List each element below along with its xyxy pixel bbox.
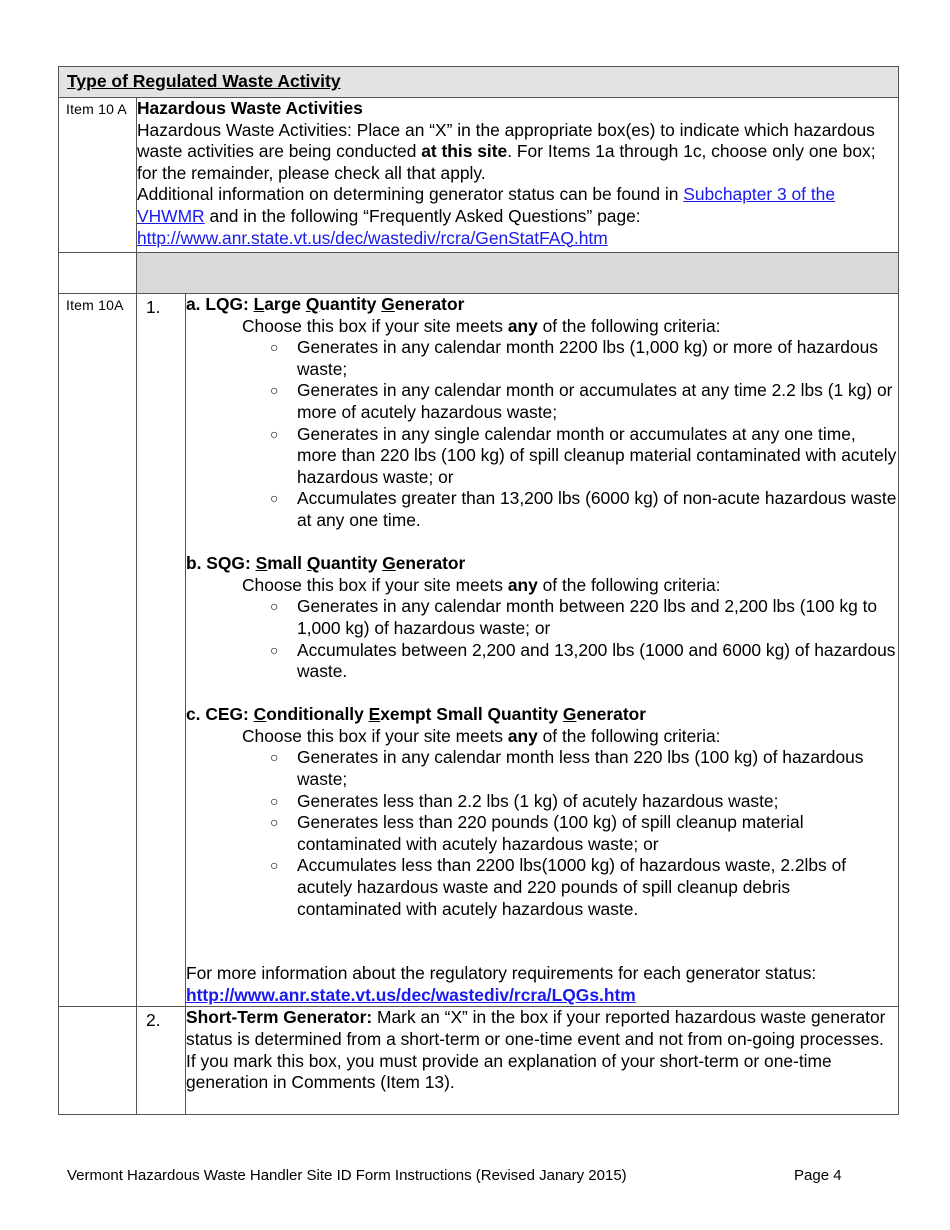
additional-info-paragraph	[137, 184, 898, 227]
bullet-circle-icon: ○	[270, 749, 279, 766]
bullet-circle-icon: ○	[270, 382, 279, 399]
short-term-generator-text: Mark an “X” in the box if your reported hazardous waste generator status is determined from a short-term or one-time event and not from on-going processes. If you mark this box, you must provide an explanation of your short-term or one-time generation in Comments (Item 13).	[186, 1007, 886, 1093]
lqgs-link[interactable]: http://www.anr.state.vt.us/dec/wastediv/rcra/LQGs.htm	[186, 984, 636, 1005]
intro-row	[59, 98, 899, 253]
bullet-circle-icon: ○	[270, 814, 279, 831]
bullet-circle-icon: ○	[270, 490, 279, 507]
separator-row	[59, 253, 899, 294]
bullet-circle-icon: ○	[270, 425, 279, 442]
sqg-title: b. SQG: Small Quantity Generator	[186, 553, 466, 574]
item-label: Item 10A	[66, 297, 124, 313]
short-term-generator-cell	[186, 1007, 899, 1115]
intro-paragraph	[137, 120, 898, 185]
bullet-circle-icon: ○	[270, 598, 279, 615]
additional-info-text: and in the following “Frequently Asked Questions” page:	[204, 205, 641, 226]
bullet-circle-icon: ○	[270, 857, 279, 874]
list-item: ○ Generates less than 2.2 lbs (1 kg) of acutely hazardous waste;	[270, 790, 779, 811]
list-item: ○ Accumulates less than 2200 lbs(1000 kg) of hazardous waste, 2.2lbs of acutely hazardous waste and 220 pounds of spill cleanup debris contaminated with acutely hazardous waste.	[270, 855, 847, 919]
criteria-intro: Choose this box if your site meets any of the following criteria:	[242, 315, 721, 336]
list-item: ○ Generates in any single calendar month or accumulates at any one time, more than 220 lbs (100 kg) of spill cleanup material contaminated with acutely hazardous waste; or	[270, 423, 897, 487]
page-number: Page 4	[794, 1167, 842, 1184]
criteria-intro: Choose this box if your site meets any of the following criteria:	[242, 725, 721, 746]
footer-title: Vermont Hazardous Waste Handler Site ID Form Instructions (Revised Janary 2015)	[67, 1167, 627, 1184]
section-heading: Hazardous Waste Activities	[137, 98, 363, 118]
criteria-intro: Choose this box if your site meets any of the following criteria:	[242, 574, 721, 595]
table-header-row	[59, 67, 899, 98]
more-info-text: For more information about the regulatory requirements for each generator status:	[186, 963, 817, 984]
intro-cell	[137, 98, 899, 253]
table-title: Type of Regulated Waste Activity	[67, 71, 341, 91]
list-item: ○ Generates in any calendar month or accumulates at any time 2.2 lbs (1 kg) or more of acutely hazardous waste;	[270, 380, 893, 422]
list-item: ○ Generates less than 220 pounds (100 kg) of spill cleanup material contaminated with acutely hazardous waste; or	[270, 812, 804, 854]
bullet-circle-icon: ○	[270, 792, 279, 809]
list-item: ○ Generates in any calendar month between 220 lbs and 2,200 lbs (100 kg to 1,000 kg) of hazardous waste; or	[270, 596, 878, 638]
bullet-circle-icon: ○	[270, 641, 279, 658]
lqg-title: a. LQG: Large Quantity Generator	[186, 294, 465, 314]
lqg-criteria-list	[186, 337, 898, 531]
list-item: ○ Accumulates between 2,200 and 13,200 lbs (1000 and 6000 kg) of hazardous waste.	[270, 639, 896, 682]
bullet-circle-icon: ○	[270, 339, 279, 356]
item-number: 2.	[146, 1010, 161, 1031]
item-2-row	[59, 1007, 899, 1115]
item-label: Item 10 A	[66, 101, 127, 117]
sqg-criteria-list	[186, 596, 898, 682]
intro-text: . For Items 1a through 1c, choose only one box; for the remainder, please check all that apply.	[137, 141, 876, 183]
item-1-row	[59, 294, 899, 1007]
subchapter-link[interactable]: Subchapter 3 of the VHWMR	[137, 184, 836, 226]
list-item: ○ Generates in any calendar month less than 220 lbs (100 kg) of hazardous waste;	[270, 747, 864, 790]
intro-emphasis: at this site	[421, 141, 508, 162]
ceg-title: c. CEG: Conditionally Exempt Small Quantity Generator	[186, 704, 647, 725]
intro-text: Hazardous Waste Activities: Place an “X” in the appropriate box(es) to indicate which hazardous waste activities are being conducted	[137, 119, 875, 162]
regulated-waste-table	[58, 66, 899, 1115]
generator-criteria	[186, 294, 899, 1007]
item-number: 1.	[146, 297, 161, 317]
list-item: ○ Generates in any calendar month 2200 lbs (1,000 kg) or more of hazardous waste;	[270, 337, 878, 379]
faq-link[interactable]: http://www.anr.state.vt.us/dec/wastediv/rcra/GenStatFAQ.htm	[137, 227, 608, 248]
additional-info-text: Additional information on determining generator status can be found in	[137, 184, 684, 205]
short-term-generator-label: Short-Term Generator:	[186, 1007, 373, 1028]
ceg-criteria-list	[186, 747, 898, 920]
list-item: ○ Accumulates greater than 13,200 lbs (6000 kg) of non-acute hazardous waste at any one time.	[270, 488, 897, 530]
